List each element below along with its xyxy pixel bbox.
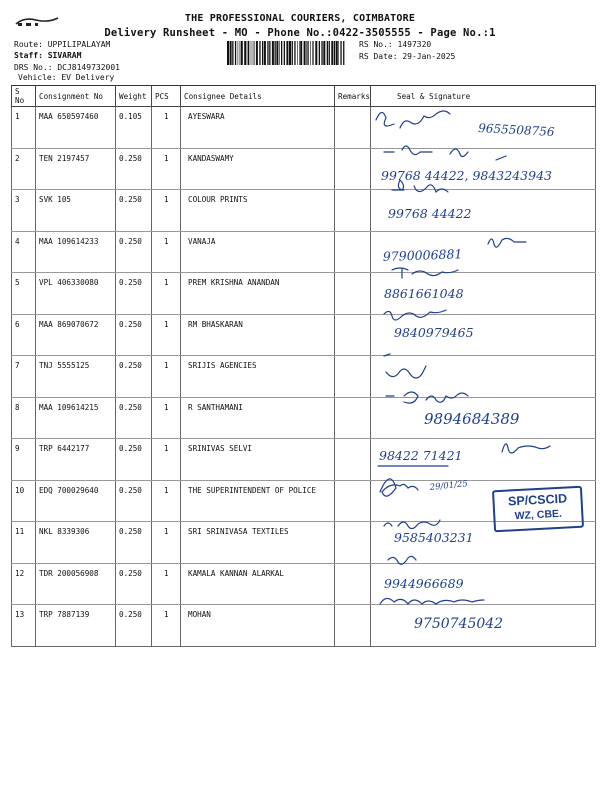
cell-consignee: KANDASWAMY — [181, 148, 335, 190]
barcode-bar — [247, 41, 248, 65]
barcode-bar — [241, 41, 243, 65]
cell-sno: 5 — [12, 273, 36, 315]
barcode-bar — [262, 41, 263, 65]
cell-pcs: 1 — [152, 190, 181, 232]
table-row — [12, 439, 596, 481]
barcode-bar — [289, 41, 291, 65]
barcode-bar — [253, 41, 254, 65]
cell-remarks — [335, 563, 371, 605]
barcode-bar — [275, 41, 276, 65]
table-row — [12, 563, 596, 605]
barcode-bar — [244, 41, 246, 65]
table-row — [12, 273, 596, 315]
cell-consignment-no: MAA 869070672 — [36, 314, 116, 356]
vehicle-field: Vehicle: EV Delivery — [18, 73, 115, 82]
barcode-bar — [323, 41, 325, 65]
table-row — [12, 356, 596, 398]
barcode-bar — [248, 41, 249, 65]
drs-number: DRS No.: DCJ8149732001 — [14, 63, 120, 72]
cell-consignment-no: TDR 200056908 — [36, 563, 116, 605]
col-consignment: Consignment No — [36, 86, 116, 107]
rs-number: RS No.: 1497320 — [359, 40, 432, 49]
barcode-bar — [264, 41, 266, 65]
barcode-bar — [232, 41, 233, 65]
cell-remarks — [335, 148, 371, 190]
barcode-bar — [319, 41, 320, 65]
cell-remarks — [335, 107, 371, 149]
cell-pcs: 1 — [152, 148, 181, 190]
cell-consignee: AYESWARA — [181, 107, 335, 149]
cell-remarks — [335, 273, 371, 315]
barcode-bar — [306, 41, 307, 65]
col-remarks: Remarks — [335, 86, 371, 107]
cell-sno: 3 — [12, 190, 36, 232]
cell-pcs: 1 — [152, 231, 181, 273]
stamp-line-1: SP/CSCID — [507, 491, 568, 509]
hw-phone-11: 9750745042 — [414, 616, 504, 632]
cell-signature — [371, 563, 596, 605]
cell-weight: 0.250 — [116, 563, 152, 605]
cell-signature — [371, 107, 596, 149]
barcode-bar — [267, 41, 268, 65]
cell-remarks — [335, 190, 371, 232]
hw-date: 29/01/25 — [429, 479, 469, 493]
cell-consignment-no: VPL 406330080 — [36, 273, 116, 315]
cell-remarks — [335, 397, 371, 439]
staff-field: Staff: SIVARAM — [14, 51, 82, 60]
barcode-bar — [343, 41, 344, 65]
barcode-bar — [256, 41, 258, 65]
cell-weight: 0.250 — [116, 190, 152, 232]
cell-weight: 0.250 — [116, 356, 152, 398]
cell-pcs: 1 — [152, 273, 181, 315]
hw-phone-7: 9894684389 — [424, 410, 520, 428]
cell-remarks — [335, 605, 371, 647]
barcode-bar — [286, 41, 288, 65]
col-weight: Weight — [116, 86, 152, 107]
barcode-bar — [281, 41, 282, 65]
cell-weight: 0.250 — [116, 480, 152, 522]
cell-sno: 1 — [12, 107, 36, 149]
cell-pcs: 1 — [152, 107, 181, 149]
cell-sno: 9 — [12, 439, 36, 481]
cell-signature — [371, 397, 596, 439]
barcode-bar — [235, 41, 236, 65]
hw-phone-5: 8861661048 — [384, 286, 464, 301]
cell-weight: 0.250 — [116, 605, 152, 647]
stamp-line-2: WZ, CBE. — [514, 507, 563, 523]
cell-pcs: 1 — [152, 356, 181, 398]
hw-phone-8: 98422 71421 — [379, 448, 463, 463]
hw-phone-2: 99768 44422, 9843243943 — [381, 168, 552, 183]
barcode-bar — [276, 41, 278, 65]
cell-signature — [371, 605, 596, 647]
cell-sno: 10 — [12, 480, 36, 522]
barcode-bar — [304, 41, 306, 65]
barcode-bar — [230, 41, 232, 65]
cell-sno: 7 — [12, 356, 36, 398]
hw-phone-4: 9790006881 — [382, 246, 463, 264]
barcode-bar — [259, 41, 260, 65]
cell-consignee: SRINIVAS SELVI — [181, 439, 335, 481]
cell-signature — [371, 148, 596, 190]
cell-weight: 0.250 — [116, 522, 152, 564]
barcode-bar — [312, 41, 313, 65]
cell-weight: 0.250 — [116, 397, 152, 439]
barcode-bar — [327, 41, 328, 65]
barcode-bar — [297, 41, 298, 65]
table-row — [12, 397, 596, 439]
cell-weight: 0.105 — [116, 107, 152, 149]
barcode-bar — [227, 41, 229, 65]
barcode-bar — [340, 41, 341, 65]
cell-signature — [371, 356, 596, 398]
hw-phone-3: 99768 44422 — [388, 206, 472, 221]
cell-remarks — [335, 439, 371, 481]
cell-pcs: 1 — [152, 605, 181, 647]
cell-consignee: RM BHASKARAN — [181, 314, 335, 356]
cell-consignee: SRI SRINIVASA TEXTILES — [181, 522, 335, 564]
barcode-bar — [334, 41, 335, 65]
hw-phone-6: 9840979465 — [394, 325, 474, 340]
cell-sno: 13 — [12, 605, 36, 647]
col-sno: S No — [12, 86, 36, 107]
col-signature: Seal & Signature — [371, 86, 596, 107]
cell-weight: 0.250 — [116, 231, 152, 273]
cell-weight: 0.250 — [116, 439, 152, 481]
barcode-bar — [313, 41, 314, 65]
cell-signature — [371, 314, 596, 356]
table-row — [12, 190, 596, 232]
company-title: THE PROFESSIONAL COURIERS, COIMBATORE — [184, 13, 416, 24]
cell-consignee: R SANTHAMANI — [181, 397, 335, 439]
cell-consignment-no: SVK 105 — [36, 190, 116, 232]
cell-consignment-no: MAA 650597460 — [36, 107, 116, 149]
table-row — [12, 231, 596, 273]
cell-remarks — [335, 356, 371, 398]
cell-sno: 6 — [12, 314, 36, 356]
barcode-bar — [336, 41, 338, 65]
rs-date: RS Date: 29-Jan-2025 — [359, 52, 456, 61]
cell-consignment-no: TRP 7887139 — [36, 605, 116, 647]
cell-remarks — [335, 522, 371, 564]
barcode-bar — [321, 41, 322, 65]
barcode-bar — [294, 41, 295, 65]
cell-pcs: 1 — [152, 314, 181, 356]
cell-consignment-no: TEN 2197457 — [36, 148, 116, 190]
cell-weight: 0.250 — [116, 314, 152, 356]
barcode-bar — [307, 41, 308, 65]
cell-consignment-no: EDQ 700029640 — [36, 480, 116, 522]
hw-phone-10: 9944966689 — [384, 576, 464, 591]
cell-sno: 4 — [12, 231, 36, 273]
runsheet-table — [11, 85, 595, 647]
barcode-bar — [338, 41, 339, 65]
cell-weight: 0.250 — [116, 273, 152, 315]
barcode-bar — [279, 41, 280, 65]
cell-weight: 0.250 — [116, 148, 152, 190]
barcode-bar — [284, 41, 285, 65]
cell-consignee: COLOUR PRINTS — [181, 190, 335, 232]
barcode-bar — [238, 41, 239, 65]
cell-consignee: VANAJA — [181, 231, 335, 273]
route-field: Route: UPPILIPALAYAM — [14, 40, 111, 49]
cell-pcs: 1 — [152, 522, 181, 564]
cell-pcs: 1 — [152, 439, 181, 481]
barcode-bar — [315, 41, 317, 65]
hw-phone-9: 9585403231 — [394, 530, 474, 545]
cell-sno: 8 — [12, 397, 36, 439]
cell-consignee: THE SUPERINTENDENT OF POLICE — [181, 480, 335, 522]
cell-pcs: 1 — [152, 563, 181, 605]
official-stamp — [492, 486, 584, 533]
barcode-bar — [240, 41, 241, 65]
cell-pcs: 1 — [152, 480, 181, 522]
cell-consignment-no: TRP 6442177 — [36, 439, 116, 481]
cell-sno: 2 — [12, 148, 36, 190]
hw-phone-1: 9655508756 — [477, 121, 555, 139]
cell-signature — [371, 439, 596, 481]
barcode-bar — [300, 41, 302, 65]
barcode-bar — [269, 41, 270, 65]
cell-sno: 12 — [12, 563, 36, 605]
barcode-bar — [272, 41, 274, 65]
table-header-row — [12, 86, 596, 107]
cell-remarks — [335, 231, 371, 273]
cell-consignee: KAMALA KANNAN ALARKAL — [181, 563, 335, 605]
cell-consignment-no: NKL 8339306 — [36, 522, 116, 564]
cell-sno: 11 — [12, 522, 36, 564]
cell-consignee: PREM KRISHNA ANANDAN — [181, 273, 335, 315]
cell-consignment-no: TNJ 5555125 — [36, 356, 116, 398]
barcode-bar — [299, 41, 300, 65]
cell-remarks — [335, 480, 371, 522]
barcode-bar — [251, 41, 252, 65]
col-pcs: PCS — [152, 86, 181, 107]
cell-signature — [371, 231, 596, 273]
cell-consignment-no: MAA 109614215 — [36, 397, 116, 439]
cell-signature — [371, 273, 596, 315]
barcode-bar — [254, 41, 255, 65]
col-consignee: Consignee Details — [181, 86, 335, 107]
barcode-bar — [310, 41, 311, 65]
cell-consignee: SRIJIS AGENCIES — [181, 356, 335, 398]
cell-remarks — [335, 314, 371, 356]
table-row — [12, 314, 596, 356]
barcode-bar — [292, 41, 293, 65]
runsheet-subtitle: Delivery Runsheet - MO - Phone No.:0422-3505555 - Page No.:1 — [104, 27, 496, 39]
barcode — [227, 41, 347, 65]
cell-consignment-no: MAA 109614233 — [36, 231, 116, 273]
cell-consignee: MOHAN — [181, 605, 335, 647]
barcode-bar — [329, 41, 330, 65]
table-row — [12, 605, 596, 647]
table-row — [12, 107, 596, 149]
cell-pcs: 1 — [152, 397, 181, 439]
cell-signature — [371, 190, 596, 232]
barcode-bar — [331, 41, 333, 65]
table-row — [12, 148, 596, 190]
